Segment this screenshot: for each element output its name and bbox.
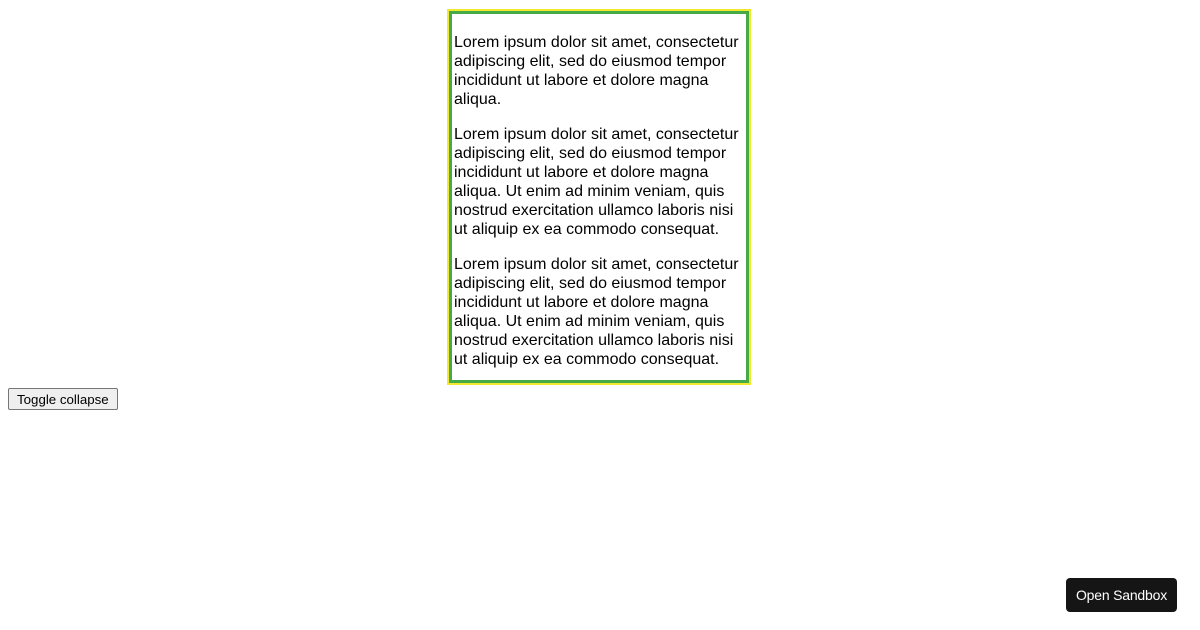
toggle-collapse-button[interactable]: Toggle collapse (8, 388, 118, 410)
collapsible-content (449, 11, 749, 383)
collapsible-outer-container (447, 9, 751, 385)
open-sandbox-button[interactable]: Open Sandbox (1066, 578, 1177, 612)
paragraph-1: Lorem ipsum dolor sit amet, consectetur adipiscing elit, sed do eiusmod tempor incididunt ut labore et dolore magna aliqua. (454, 34, 739, 108)
paragraph-2: Lorem ipsum dolor sit amet, consectetur adipiscing elit, sed do eiusmod tempor incididunt ut labore et dolore magna aliqua. Ut enim ad minim veniam, quis nostrud exercitation ullamco laboris nisi ut aliquip ex ea commodo consequat. (454, 126, 739, 238)
paragraph-3: Lorem ipsum dolor sit amet, consectetur adipiscing elit, sed do eiusmod tempor incididunt ut labore et dolore magna aliqua. Ut enim ad minim veniam, quis nostrud exercitation ullamco laboris nisi ut aliquip ex ea commodo consequat. (454, 256, 739, 368)
